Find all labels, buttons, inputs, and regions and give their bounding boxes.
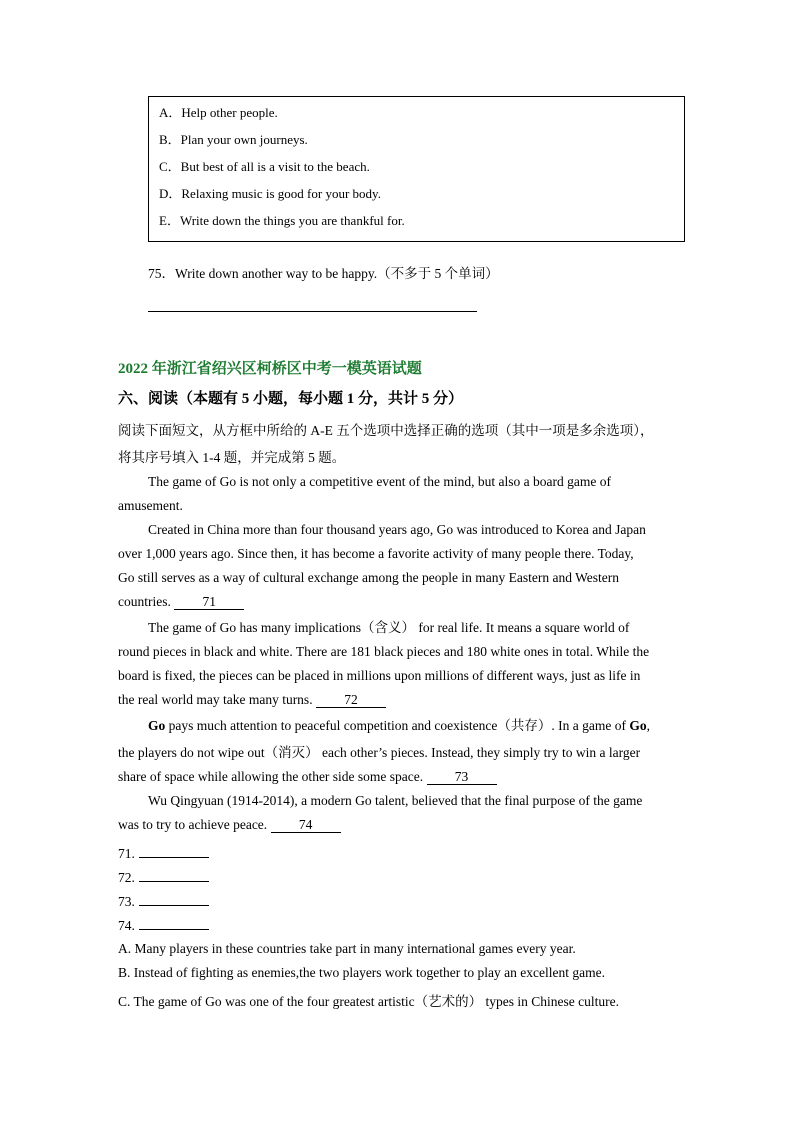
question-75: 75．Write down another way to be happy.（不多于 5 个单词）	[148, 266, 499, 281]
blank-72[interactable]: 72	[316, 693, 386, 708]
blank-73[interactable]: 73	[427, 770, 497, 785]
option-b: B．Plan your own journeys.	[159, 132, 308, 147]
option-c: C．But best of all is a visit to the beach.	[159, 159, 370, 174]
blank-74[interactable]: 74	[271, 818, 341, 833]
answer-label-71: 71.	[118, 846, 135, 861]
answer-row-71	[118, 845, 209, 862]
instruction-line-2: 将其序号填入 1-4 题，并完成第 5 题。	[118, 450, 346, 465]
option-d: D．Relaxing music is good for your body.	[159, 186, 381, 201]
answer-label-74: 74.	[118, 918, 135, 933]
exam-title: 2022 年浙江省绍兴区柯桥区中考一模英语试题	[118, 361, 422, 377]
answer-label-73: 73.	[118, 894, 135, 909]
paragraph-3-line-2: round pieces in black and white. There are 181 black pieces and 180 white ones in total. While the	[118, 644, 650, 659]
answer-label-72: 72.	[118, 870, 135, 885]
passage	[118, 470, 674, 837]
answer-row-73	[118, 893, 209, 910]
option-e: E．Write down the things you are thankful for.	[159, 213, 405, 228]
section-heading: 六、阅读（本题有 5 小题，每小题 1 分，共计 5 分）	[118, 391, 464, 407]
paragraph-4-tail: share of space while allowing the other side some space.	[118, 769, 424, 784]
paragraph-3-line-4	[118, 688, 674, 712]
answer-row-72	[118, 869, 209, 886]
instruction-line-1: 阅读下面短文，从方框中所给的 A-E 五个选项中选择正确的选项（其中一项是多余选项），	[118, 423, 654, 438]
paragraph-2-line-1: Created in China more than four thousand years ago, Go was introduced to Korea and Japan	[148, 522, 646, 537]
choice-a: A. Many players in these countries take part in many international games every year.	[118, 941, 576, 956]
choice-b: B. Instead of fighting as enemies,the two players work together to play an excellent game.	[118, 965, 605, 980]
paragraph-2-line-2: over 1,000 years ago. Since then, it has become a favorite activity of many people there. Today,	[118, 546, 634, 561]
paragraph-5-line-2	[118, 813, 674, 837]
paragraph-2-line-3: Go still serves as a way of cultural exchange among the people in many Eastern and Western	[118, 570, 620, 585]
paragraph-4-line-1	[118, 714, 674, 738]
paragraph-1-line-1: The game of Go is not only a competitive event of the mind, but also a board game of	[148, 474, 612, 489]
go-bold-1: Go	[148, 718, 166, 733]
paragraph-4-line-1-text: pays much attention to peaceful competition and coexistence（共存）. In a game of	[165, 718, 630, 733]
paragraph-3-line-3: board is fixed, the pieces can be placed in millions upon millions of different ways, just as life in	[118, 668, 641, 683]
paragraph-4-line-2: the players do not wipe out（消灭） each other’s pieces. Instead, they simply try to win a larger	[118, 745, 641, 760]
paragraph-3-tail: the real world may take many turns.	[118, 692, 313, 707]
paragraph-3-line-1: The game of Go has many implications（含义） for real life. It means a square world of	[148, 620, 630, 635]
paragraph-1-line-2: amusement.	[118, 498, 183, 513]
choice-c: C. The game of Go was one of the four greatest artistic（艺术的） types in Chinese culture.	[118, 994, 620, 1009]
answer-75-line[interactable]	[148, 311, 477, 312]
paragraph-4-comma: ,	[646, 718, 651, 733]
paragraph-4-line-3	[118, 765, 674, 789]
options-box	[148, 96, 685, 242]
blank-71[interactable]: 71	[174, 595, 244, 610]
answer-line-73[interactable]	[139, 893, 209, 906]
option-a: A．Help other people.	[159, 105, 278, 120]
paragraph-5-tail: was to try to achieve peace.	[118, 817, 268, 832]
answer-line-72[interactable]	[139, 869, 209, 882]
go-bold-2: Go	[629, 718, 647, 733]
paragraph-2-line-4	[118, 590, 674, 614]
paragraph-5-line-1: Wu Qingyuan (1914-2014), a modern Go talent, believed that the final purpose of the game	[148, 793, 643, 808]
answer-line-74[interactable]	[139, 917, 209, 930]
answer-line-71[interactable]	[139, 845, 209, 858]
answer-row-74	[118, 917, 209, 934]
paragraph-2-tail: countries.	[118, 594, 171, 609]
